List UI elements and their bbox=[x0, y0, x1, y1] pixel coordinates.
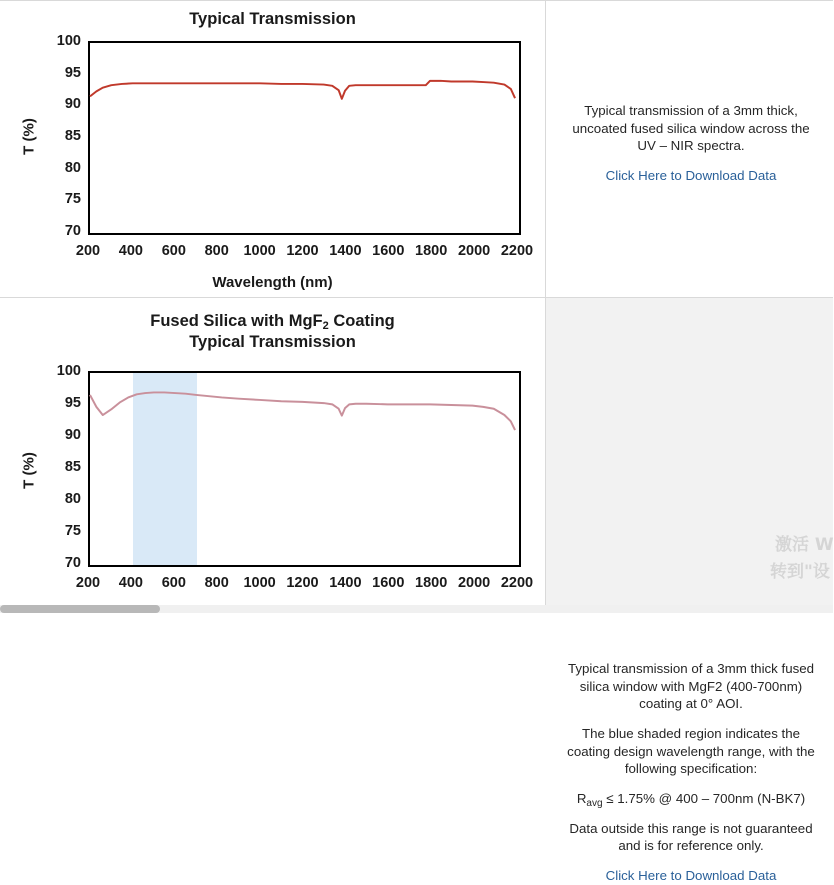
y-tick-label: 95 bbox=[64, 64, 81, 81]
y-axis-label-uncoated: T (%) bbox=[20, 118, 38, 155]
x-tick-label: 2000 bbox=[457, 575, 491, 591]
y-tick-label: 75 bbox=[64, 523, 81, 539]
y-tick-label: 70 bbox=[64, 223, 81, 239]
x-tick-label: 1600 bbox=[372, 243, 405, 259]
y-tick-label: 85 bbox=[64, 128, 81, 144]
x-tick-label: 2200 bbox=[500, 243, 534, 259]
x-axis-ticks-mgf2 bbox=[75, 575, 534, 595]
x-tick-label: 200 bbox=[75, 575, 101, 591]
y-tick-label: 85 bbox=[64, 459, 81, 475]
spec-prefix: R bbox=[576, 791, 587, 807]
title-mgf2-subscript: 2 bbox=[322, 320, 329, 332]
transmission-curve-uncoated bbox=[90, 43, 519, 233]
description-text-mgf2-3: Data outside this range is not guaranteed and is for reference only. bbox=[569, 820, 813, 854]
horizontal-scrollbar[interactable] bbox=[0, 605, 833, 613]
x-tick-label: 600 bbox=[161, 243, 186, 259]
title-mgf2-prefix: Fused Silica with MgF bbox=[150, 312, 323, 330]
chart-title-mgf2-line1 bbox=[0, 311, 545, 332]
description-body-uncoated bbox=[563, 102, 819, 185]
y-tick-label: 75 bbox=[64, 191, 81, 208]
description-text-uncoated: Typical transmission of a 3mm thick, uncoated fused silica window across the UV – NIR spectra. bbox=[572, 103, 810, 154]
description-pane-mgf2 bbox=[545, 298, 833, 884]
description-pane-uncoated bbox=[545, 0, 833, 298]
plot-frame-uncoated bbox=[88, 41, 521, 235]
download-link-row-uncoated bbox=[563, 167, 819, 185]
y-tick-label: 100 bbox=[56, 33, 81, 49]
download-data-link-mgf2[interactable]: Click Here to Download Data bbox=[605, 868, 777, 884]
plot-frame-mgf2 bbox=[88, 371, 521, 567]
x-tick-label: 1200 bbox=[286, 575, 319, 591]
x-tick-label: 200 bbox=[75, 243, 101, 259]
divider-top bbox=[0, 0, 833, 1]
series-line bbox=[90, 392, 515, 430]
chart-title-uncoated: Typical Transmission bbox=[189, 10, 356, 28]
x-tick-label: 2000 bbox=[457, 243, 491, 259]
x-tick-label: 1000 bbox=[243, 243, 276, 259]
download-link-row-mgf2 bbox=[563, 867, 819, 885]
divider-middle bbox=[0, 297, 833, 298]
x-tick-label: 1200 bbox=[286, 243, 319, 259]
x-tick-label: 800 bbox=[204, 243, 229, 259]
x-tick-label: 1400 bbox=[329, 575, 362, 591]
y-axis-ticks-uncoated bbox=[45, 33, 81, 239]
chart-title-mgf2-line2: Typical Transmission bbox=[189, 332, 356, 351]
x-tick-label: 1800 bbox=[415, 243, 448, 259]
x-tick-label: 1800 bbox=[415, 575, 448, 591]
y-tick-label: 70 bbox=[64, 555, 81, 571]
download-data-link-uncoated[interactable]: Click Here to Download Data bbox=[605, 168, 777, 184]
plot-area-mgf2 bbox=[88, 371, 521, 567]
x-tick-label: 600 bbox=[161, 575, 186, 591]
spec-text-mgf2 bbox=[563, 790, 819, 808]
spec-subscript: avg bbox=[586, 798, 603, 810]
y-tick-label: 90 bbox=[64, 96, 81, 113]
divider-vertical bbox=[545, 0, 546, 613]
series-line bbox=[90, 81, 515, 99]
description-text-mgf2-1: Typical transmission of a 3mm thick fused silica window with MgF2 (400-700nm) coating at 0° AOI. bbox=[567, 661, 815, 712]
x-tick-label: 400 bbox=[118, 575, 143, 591]
watermark-line-1: 激活 W bbox=[775, 535, 834, 555]
y-tick-label: 90 bbox=[64, 427, 81, 443]
spec-tail: ≤ 1.75% @ 400 – 700nm (N-BK7) bbox=[602, 791, 806, 807]
transmission-curve-mgf2 bbox=[90, 373, 519, 565]
x-tick-label: 1000 bbox=[243, 575, 276, 591]
x-tick-label: 400 bbox=[118, 243, 143, 259]
x-axis-label-uncoated: Wavelength (nm) bbox=[212, 274, 333, 291]
x-axis-ticks-uncoated bbox=[75, 243, 534, 263]
y-tick-label: 80 bbox=[64, 491, 81, 507]
y-axis-ticks-mgf2 bbox=[45, 363, 81, 571]
y-tick-label: 100 bbox=[56, 363, 81, 379]
y-tick-label: 80 bbox=[64, 159, 81, 176]
x-tick-label: 800 bbox=[204, 575, 229, 591]
description-body-mgf2 bbox=[563, 660, 819, 885]
title-mgf2-tail: Coating bbox=[328, 312, 395, 330]
y-tick-label: 95 bbox=[64, 395, 81, 411]
y-axis-label-mgf2: T (%) bbox=[20, 452, 38, 489]
horizontal-scrollbar-thumb[interactable] bbox=[0, 605, 160, 613]
x-tick-label: 1400 bbox=[329, 243, 362, 259]
chart-title-mgf2 bbox=[0, 311, 545, 352]
x-tick-label: 2200 bbox=[500, 575, 534, 591]
plot-area-uncoated bbox=[88, 41, 521, 235]
x-tick-label: 1600 bbox=[372, 575, 405, 591]
description-text-mgf2-2: The blue shaded region indicates the coating design wavelength range, with the following specification: bbox=[567, 726, 815, 777]
watermark-line-2: 转到"设 bbox=[770, 562, 830, 582]
